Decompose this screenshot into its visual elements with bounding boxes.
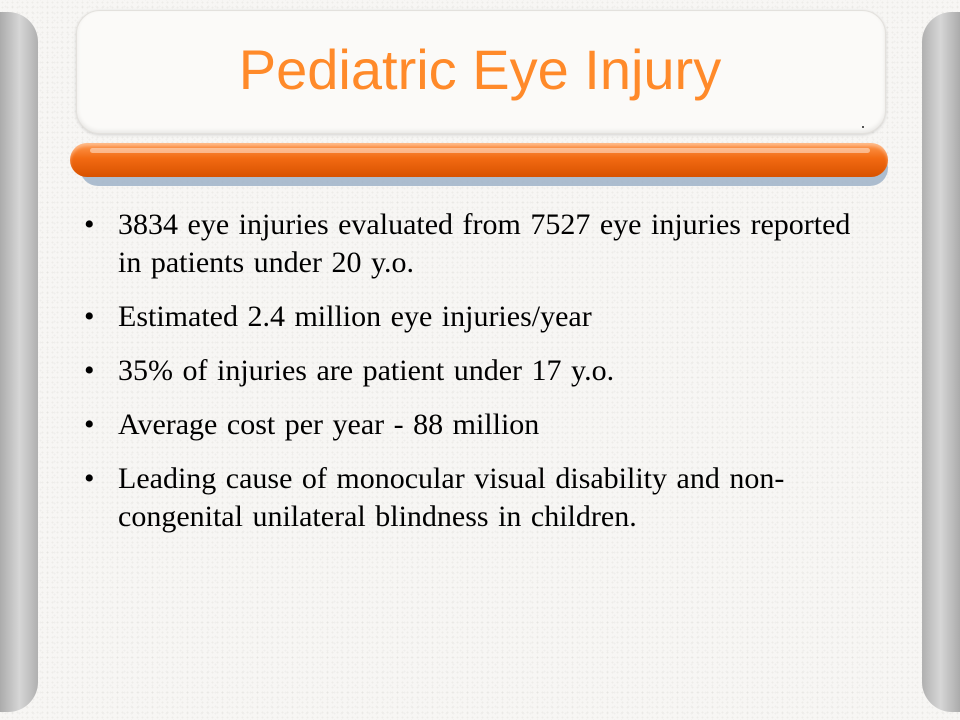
- left-side-tab: [0, 12, 38, 712]
- bullet-icon: •: [84, 208, 95, 241]
- accent-bar-highlight: [90, 148, 870, 153]
- bullet-text: Estimated 2.4 million eye injuries/year: [118, 300, 592, 333]
- bullet-item: [80, 352, 880, 390]
- bullet-item: [80, 298, 880, 336]
- bullet-item: [80, 406, 880, 444]
- decorative-dot: [862, 126, 864, 128]
- bullet-list: [80, 206, 880, 552]
- bullet-icon: •: [84, 354, 95, 387]
- bullet-icon: •: [84, 300, 95, 333]
- right-side-tab: [922, 12, 960, 712]
- slide-title: Pediatric Eye Injury: [238, 38, 722, 101]
- bullet-text: 3834 eye injuries evaluated from 7527 eye injuries reported in patients under 20 y.o.: [118, 208, 851, 279]
- bullet-item: [80, 206, 880, 282]
- bullet-text: 35% of injuries are patient under 17 y.o.: [118, 354, 615, 387]
- bullet-text: Leading cause of monocular visual disability and non-congenital unilateral blindness in children.: [118, 462, 785, 533]
- bullet-icon: •: [84, 408, 95, 441]
- bullet-text: Average cost per year - 88 million: [118, 408, 540, 441]
- bullet-icon: •: [84, 462, 95, 495]
- bullet-item: [80, 460, 880, 536]
